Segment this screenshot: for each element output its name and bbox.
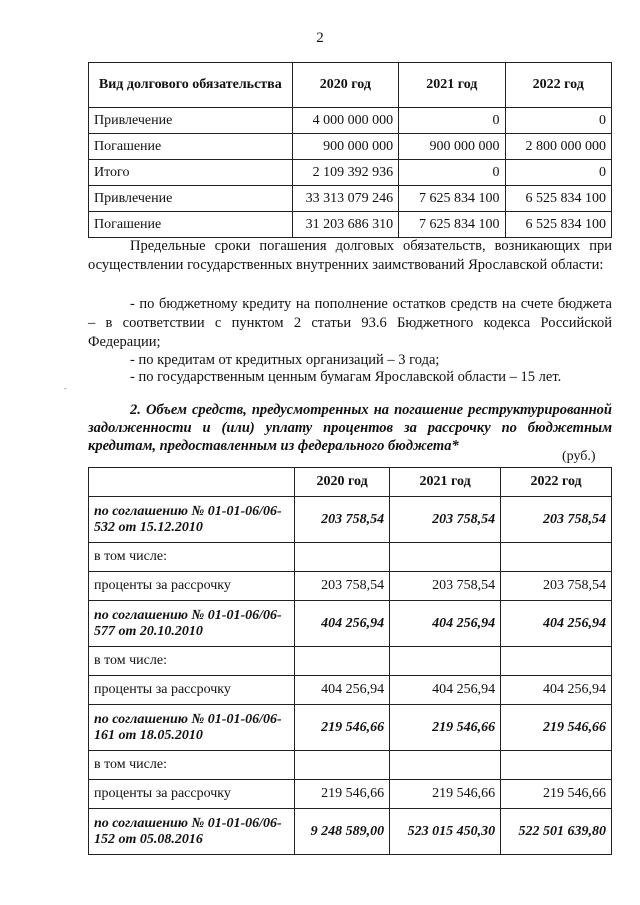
table-row — [89, 647, 612, 676]
table-row — [89, 108, 612, 134]
table-cell — [501, 647, 612, 676]
table-cell: 7 625 834 100 — [399, 212, 505, 238]
table-row — [89, 809, 612, 855]
table-cell: 203 758,54 — [501, 572, 612, 601]
row-label: Привлечение — [89, 108, 293, 134]
table-cell: 219 546,66 — [295, 780, 390, 809]
table-cell — [390, 751, 501, 780]
table-cell: 219 546,66 — [295, 705, 390, 751]
row-label: проценты за рассрочку — [89, 572, 295, 601]
table-cell — [390, 647, 501, 676]
page-number: 2 — [316, 30, 324, 46]
unit-label: (руб.) — [562, 449, 596, 464]
row-label: в том числе: — [89, 647, 295, 676]
table-cell: 404 256,94 — [390, 601, 501, 647]
table-row — [89, 572, 612, 601]
table-header-cell: 2020 год — [292, 63, 398, 108]
row-label: по соглашению № 01-01-06/06-577 от 20.10.2010 — [89, 601, 295, 647]
table-cell: 219 546,66 — [501, 780, 612, 809]
table-cell: 31 203 686 310 — [292, 212, 398, 238]
table-cell — [501, 543, 612, 572]
table-cell: 0 — [505, 108, 611, 134]
table-cell — [501, 751, 612, 780]
section-heading: 2. Объем средств, предусмотренных на погашение реструктурированной задолженности и (или) уплату процентов за рассрочку по бюджетным кредитам, предоставленным из федерального бюджета* — [88, 402, 612, 454]
table-row — [89, 497, 612, 543]
table-cell: 33 313 079 246 — [292, 186, 398, 212]
table-cell: 0 — [399, 108, 505, 134]
table-cell: 404 256,94 — [390, 676, 501, 705]
table-header-cell: 2021 год — [390, 468, 501, 497]
margin-mark: - — [64, 384, 67, 393]
row-label: Привлечение — [89, 186, 293, 212]
table-cell: 900 000 000 — [399, 134, 505, 160]
row-label: в том числе: — [89, 751, 295, 780]
row-label: по соглашению № 01-01-06/06-532 от 15.12.2010 — [89, 497, 295, 543]
table-cell: 203 758,54 — [390, 572, 501, 601]
row-label: в том числе: — [89, 543, 295, 572]
federal-loans-table — [88, 467, 612, 855]
row-label: проценты за рассрочку — [89, 676, 295, 705]
table-cell — [295, 543, 390, 572]
table-cell: 404 256,94 — [501, 676, 612, 705]
table-cell: 0 — [505, 160, 611, 186]
row-label: проценты за рассрочку — [89, 780, 295, 809]
table-cell: 7 625 834 100 — [399, 186, 505, 212]
table-header-cell — [89, 468, 295, 497]
table-header-row — [89, 63, 612, 108]
table-cell — [390, 543, 501, 572]
debt-obligations-table — [88, 62, 612, 238]
table-row — [89, 160, 612, 186]
table-row — [89, 676, 612, 705]
table-row — [89, 186, 612, 212]
table-row — [89, 601, 612, 647]
table-row — [89, 543, 612, 572]
row-label: по соглашению № 01-01-06/06-152 от 05.08.2016 — [89, 809, 295, 855]
paragraph-deadlines: Предельные сроки погашения долговых обязательств, возникающих при осуществлении государственных внутренних заимствований Ярославской области: — [88, 238, 612, 273]
table-cell: 9 248 589,00 — [295, 809, 390, 855]
row-label: Погашение — [89, 134, 293, 160]
list-item: - по государственным ценным бумагам Ярославской области – 15 лет. — [130, 369, 562, 385]
table-row — [89, 751, 612, 780]
table-cell: 4 000 000 000 — [292, 108, 398, 134]
table-cell: 6 525 834 100 — [505, 186, 611, 212]
list-item: - по кредитам от кредитных организаций – 3 года; — [130, 352, 440, 368]
table-cell: 522 501 639,80 — [501, 809, 612, 855]
table-cell: 203 758,54 — [295, 572, 390, 601]
table-cell: 900 000 000 — [292, 134, 398, 160]
table-cell: 2 800 000 000 — [505, 134, 611, 160]
table-header-cell: Вид долгового обязательства — [89, 63, 293, 108]
table-header-cell: 2022 год — [501, 468, 612, 497]
table-header-cell: 2021 год — [399, 63, 505, 108]
table-row — [89, 212, 612, 238]
row-label: по соглашению № 01-01-06/06-161 от 18.05.2010 — [89, 705, 295, 751]
table-cell: 6 525 834 100 — [505, 212, 611, 238]
table-cell: 0 — [399, 160, 505, 186]
table-cell: 219 546,66 — [390, 705, 501, 751]
table-cell: 219 546,66 — [390, 780, 501, 809]
table-cell: 219 546,66 — [501, 705, 612, 751]
table-row — [89, 780, 612, 809]
table-cell: 523 015 450,30 — [390, 809, 501, 855]
table-cell — [295, 647, 390, 676]
table-cell: 404 256,94 — [295, 601, 390, 647]
row-label: Погашение — [89, 212, 293, 238]
table-header-cell: 2022 год — [505, 63, 611, 108]
table-header-row — [89, 468, 612, 497]
table-cell — [295, 751, 390, 780]
table-row — [89, 705, 612, 751]
table-cell: 404 256,94 — [295, 676, 390, 705]
table-cell: 203 758,54 — [390, 497, 501, 543]
row-label: Итого — [89, 160, 293, 186]
table-header-cell: 2020 год — [295, 468, 390, 497]
table-cell: 2 109 392 936 — [292, 160, 398, 186]
table-cell: 203 758,54 — [501, 497, 612, 543]
table-row — [89, 134, 612, 160]
table-cell: 404 256,94 — [501, 601, 612, 647]
list-item: - по бюджетному кредиту на пополнение остатков средств на счете бюджета – в соответствии с пунктом 2 статьи 93.6 Бюджетного кодекса Российской Федерации; — [88, 296, 612, 350]
table-cell: 203 758,54 — [295, 497, 390, 543]
